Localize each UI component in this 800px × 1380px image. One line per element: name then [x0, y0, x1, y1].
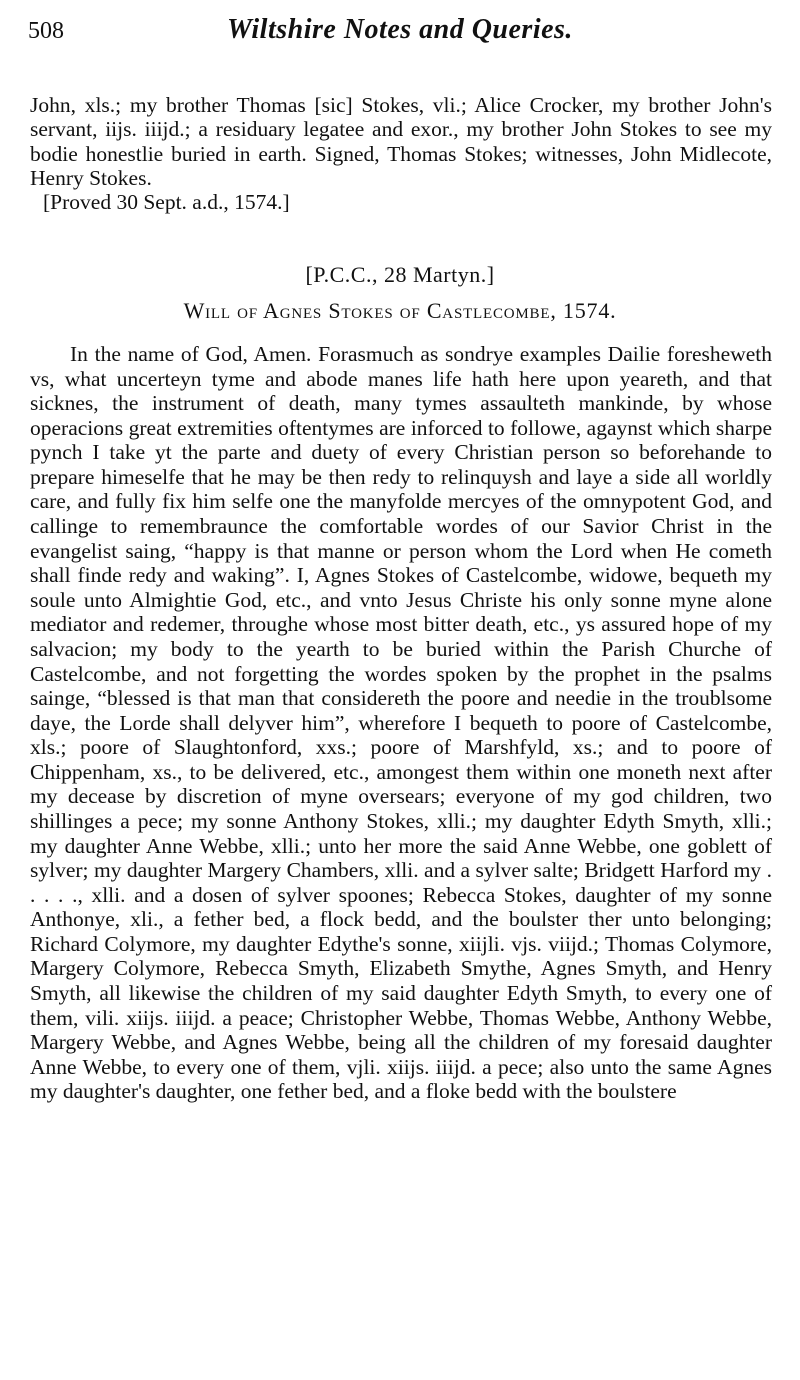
will-paragraph: In the name of God, Amen. Forasmuch as sondrye examples Dailie foresheweth vs, what uncerteyn tyme and abode manes life hath here upon yeareth, and that sicknes, the instrument of death, many tymes assaulteth mankinde, by whose operacions great extremities oftentymes are inforced to followe, agaynst which sharpe pynch I take yt the parte and duety of every Christian person so beforehande to prepare himeselfe that he may be then redy to relinquysh and laye a side all worldly care, and fully fix him selfe one the manyfolde mercyes of the omnypotent God, and callinge to remembraunce the comfortable wordes of our Savior Christ in the evangelist saing, “happy is that manne or person whom the Lord when He cometh shall finde redy and waking”. I, Agnes Stokes of Castelcombe, widowe, bequeth my soule unto Almightie God, etc., and vnto Jesus Christe his only sonne myne alone mediator and redemer, throughe whose most bitter death, etc., ys assured hope of my salvacion; my body to the yearth to be buried within the Parish Churche of Castelcombe, and not forgetting the wordes spoken by the prophet in the psalms sainge, “blessed is that man that considereth the poore and needie in the troublsome daye, the Lorde shall delyver him”, wherefore I bequeth to poore of Castelcombe, xls.; poore of Slaughtonford, xxs.; poore of Marshfyld, xs.; and to poore of Chippenham, xs., to be delivered, etc., amongest them within one moneth next after my decease by discretion of myne oversears; everyone of my god children, two shillinges a pece; my sonne Anthony Stokes, xlli.; my daughter Edyth Smyth, xlli.; my daughter Anne Webbe, xlli.; unto her more the said Anne Webbe, one goblett of sylver; my daughter Margery Chambers, xlli. and a sylver salte; Bridgett Harford my . . . . ., xlli. and a dosen of sylver spoones; Rebecca Stokes, daughter of my sonne Anthonye, xli., a fether bed, a flock bedd, and the boulster ther unto belonging; Richard Colymore, my daughter Edythe's sonne, xiijli. vjs. viijd.; Thomas Colymore, Margery Colymore, Rebecca Smyth, Elizabeth Smythe, Agnes Smyth, and Henry Smyth, all likewise the children of my said daughter Edyth Smyth, to every one of them, vili. xiijs. iiijd. a peace; Christopher Webbe, Thomas Webbe, Anthony Webbe, Margery Webbe, and Agnes Webbe, being all the children of my foresaid daughter Anne Webbe, to every one of them, vjli. xiijs. iiijd. a pece; also unto the same Agnes my daughter's daughter, one fether bed, and a floke bedd with the boulstere [30, 342, 772, 1104]
will-title: Will of Agnes Stokes of Castlecombe, 1574. [183, 298, 617, 323]
page-header [28, 14, 772, 54]
intro-paragraph: John, xls.; my brother Thomas [sic] Stokes, vli.; Alice Crocker, my brother John's servant, iijs. iiijd.; a residuary legatee and exor., my brother John Stokes to see my bodie honestlie buried in earth. Signed, Thomas Stokes; witnesses, John Midlecote, Henry Stokes. [30, 93, 772, 190]
running-title: Wiltshire Notes and Queries. [227, 14, 573, 45]
proved-note: [Proved 30 Sept. a.d., 1574.] [43, 190, 290, 215]
intro-section [30, 93, 772, 214]
case-reference: [P.C.C., 28 Martyn.] [305, 262, 495, 287]
page-number: 508 [28, 18, 64, 44]
will-body [30, 342, 772, 1104]
